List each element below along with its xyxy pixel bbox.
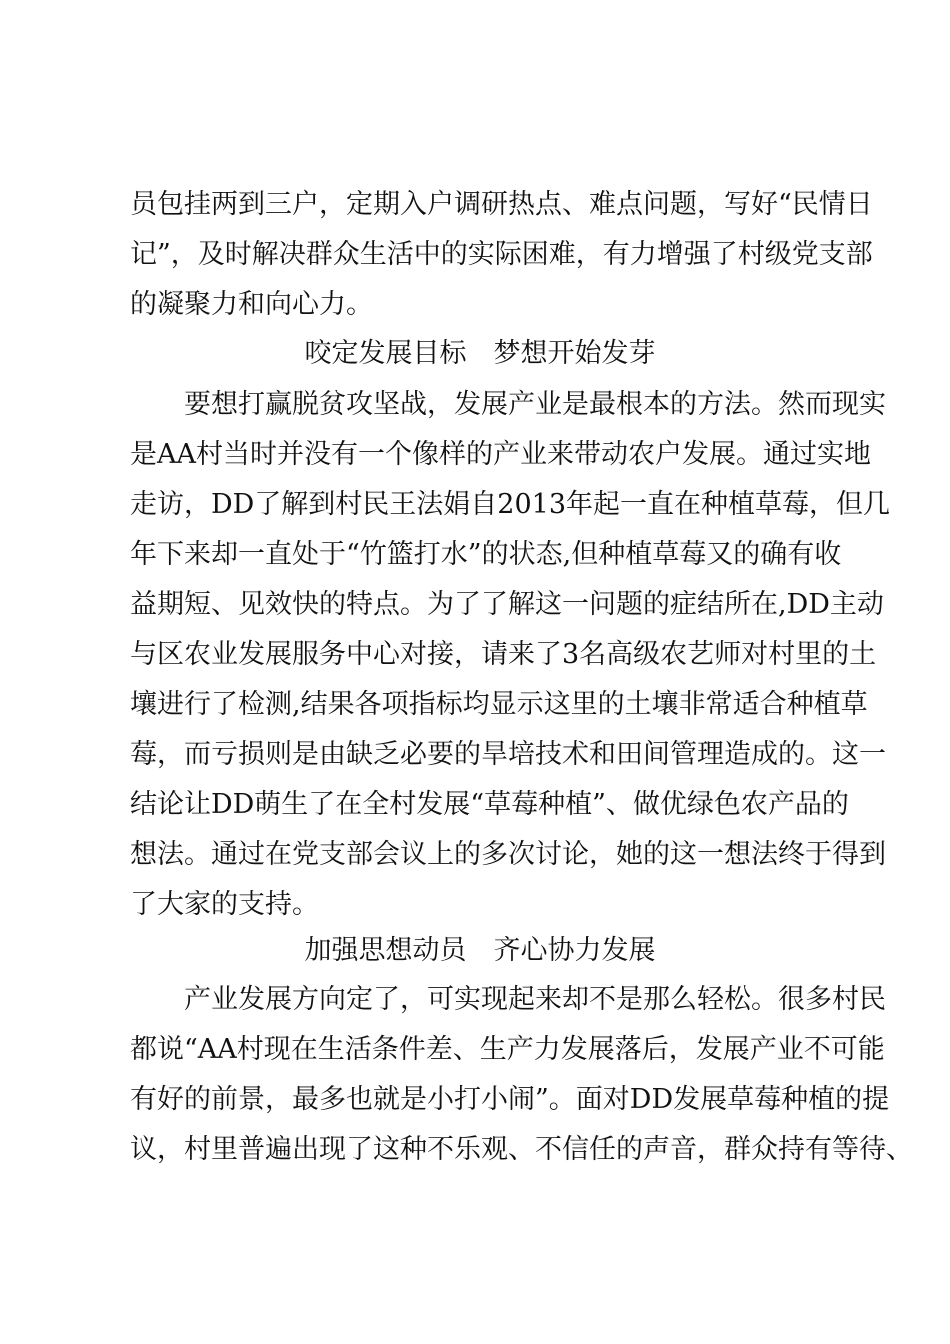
paragraph-line: 的凝聚力和向心力。: [130, 289, 373, 320]
paragraph-line: 壤进行了检测,结果各项指标均显示这里的土壤非常适合种植草: [130, 689, 868, 720]
paragraph-line: 产业发展方向定了，可实现起来却不是那么轻松。很多村民: [184, 984, 886, 1015]
paragraph-line: 走访，DD了解到村民王法娟自2013年起一直在种植草莓，但几: [130, 489, 891, 520]
paragraph-line: 想法。通过在党支部会议上的多次讨论，她的这一想法终于得到: [130, 839, 886, 870]
paragraph-line: 益期短、见效快的特点。为了了解这一问题的症结所在,DD主动: [130, 589, 884, 620]
section-heading-2: 加强思想动员 齐心协力发展: [304, 935, 656, 966]
paragraph-line: 莓，而亏损则是由缺乏必要的旱培技术和田间管理造成的。这一: [130, 739, 886, 770]
paragraph-line: 员包挂两到三户，定期入户调研热点、难点问题，写好“民情日: [130, 189, 873, 220]
section-heading-1: 咬定发展目标 梦想开始发芽: [304, 338, 656, 369]
paragraph-line: 是AA村当时并没有一个像样的产业来带动农户发展。通过实地: [130, 439, 871, 470]
paragraph-line: 年下来却一直处于“竹篮打水”的状态,但种植草莓又的确有收: [130, 539, 842, 570]
paragraph-line: 与区农业发展服务中心对接，请来了3名高级农艺师对村里的土: [130, 639, 877, 670]
paragraph-line: 都说“AA村现在生活条件差、生产力发展落后，发展产业不可能: [130, 1034, 885, 1065]
paragraph-line: 了大家的支持。: [130, 889, 319, 920]
paragraph-line: 要想打赢脱贫攻坚战，发展产业是最根本的方法。然而现实: [184, 389, 886, 420]
paragraph-line: 有好的前景，最多也就是小打小闹”。面对DD发展草莓种植的提: [130, 1084, 890, 1115]
paragraph-line: 记”，及时解决群众生活中的实际困难，有力增强了村级党支部: [130, 239, 873, 270]
paragraph-line: 议，村里普遍出现了这种不乐观、不信任的声音，群众持有等待、: [130, 1134, 913, 1165]
paragraph-line: 结论让DD萌生了在全村发展“草莓种植”、做优绿色农产品的: [130, 789, 849, 820]
